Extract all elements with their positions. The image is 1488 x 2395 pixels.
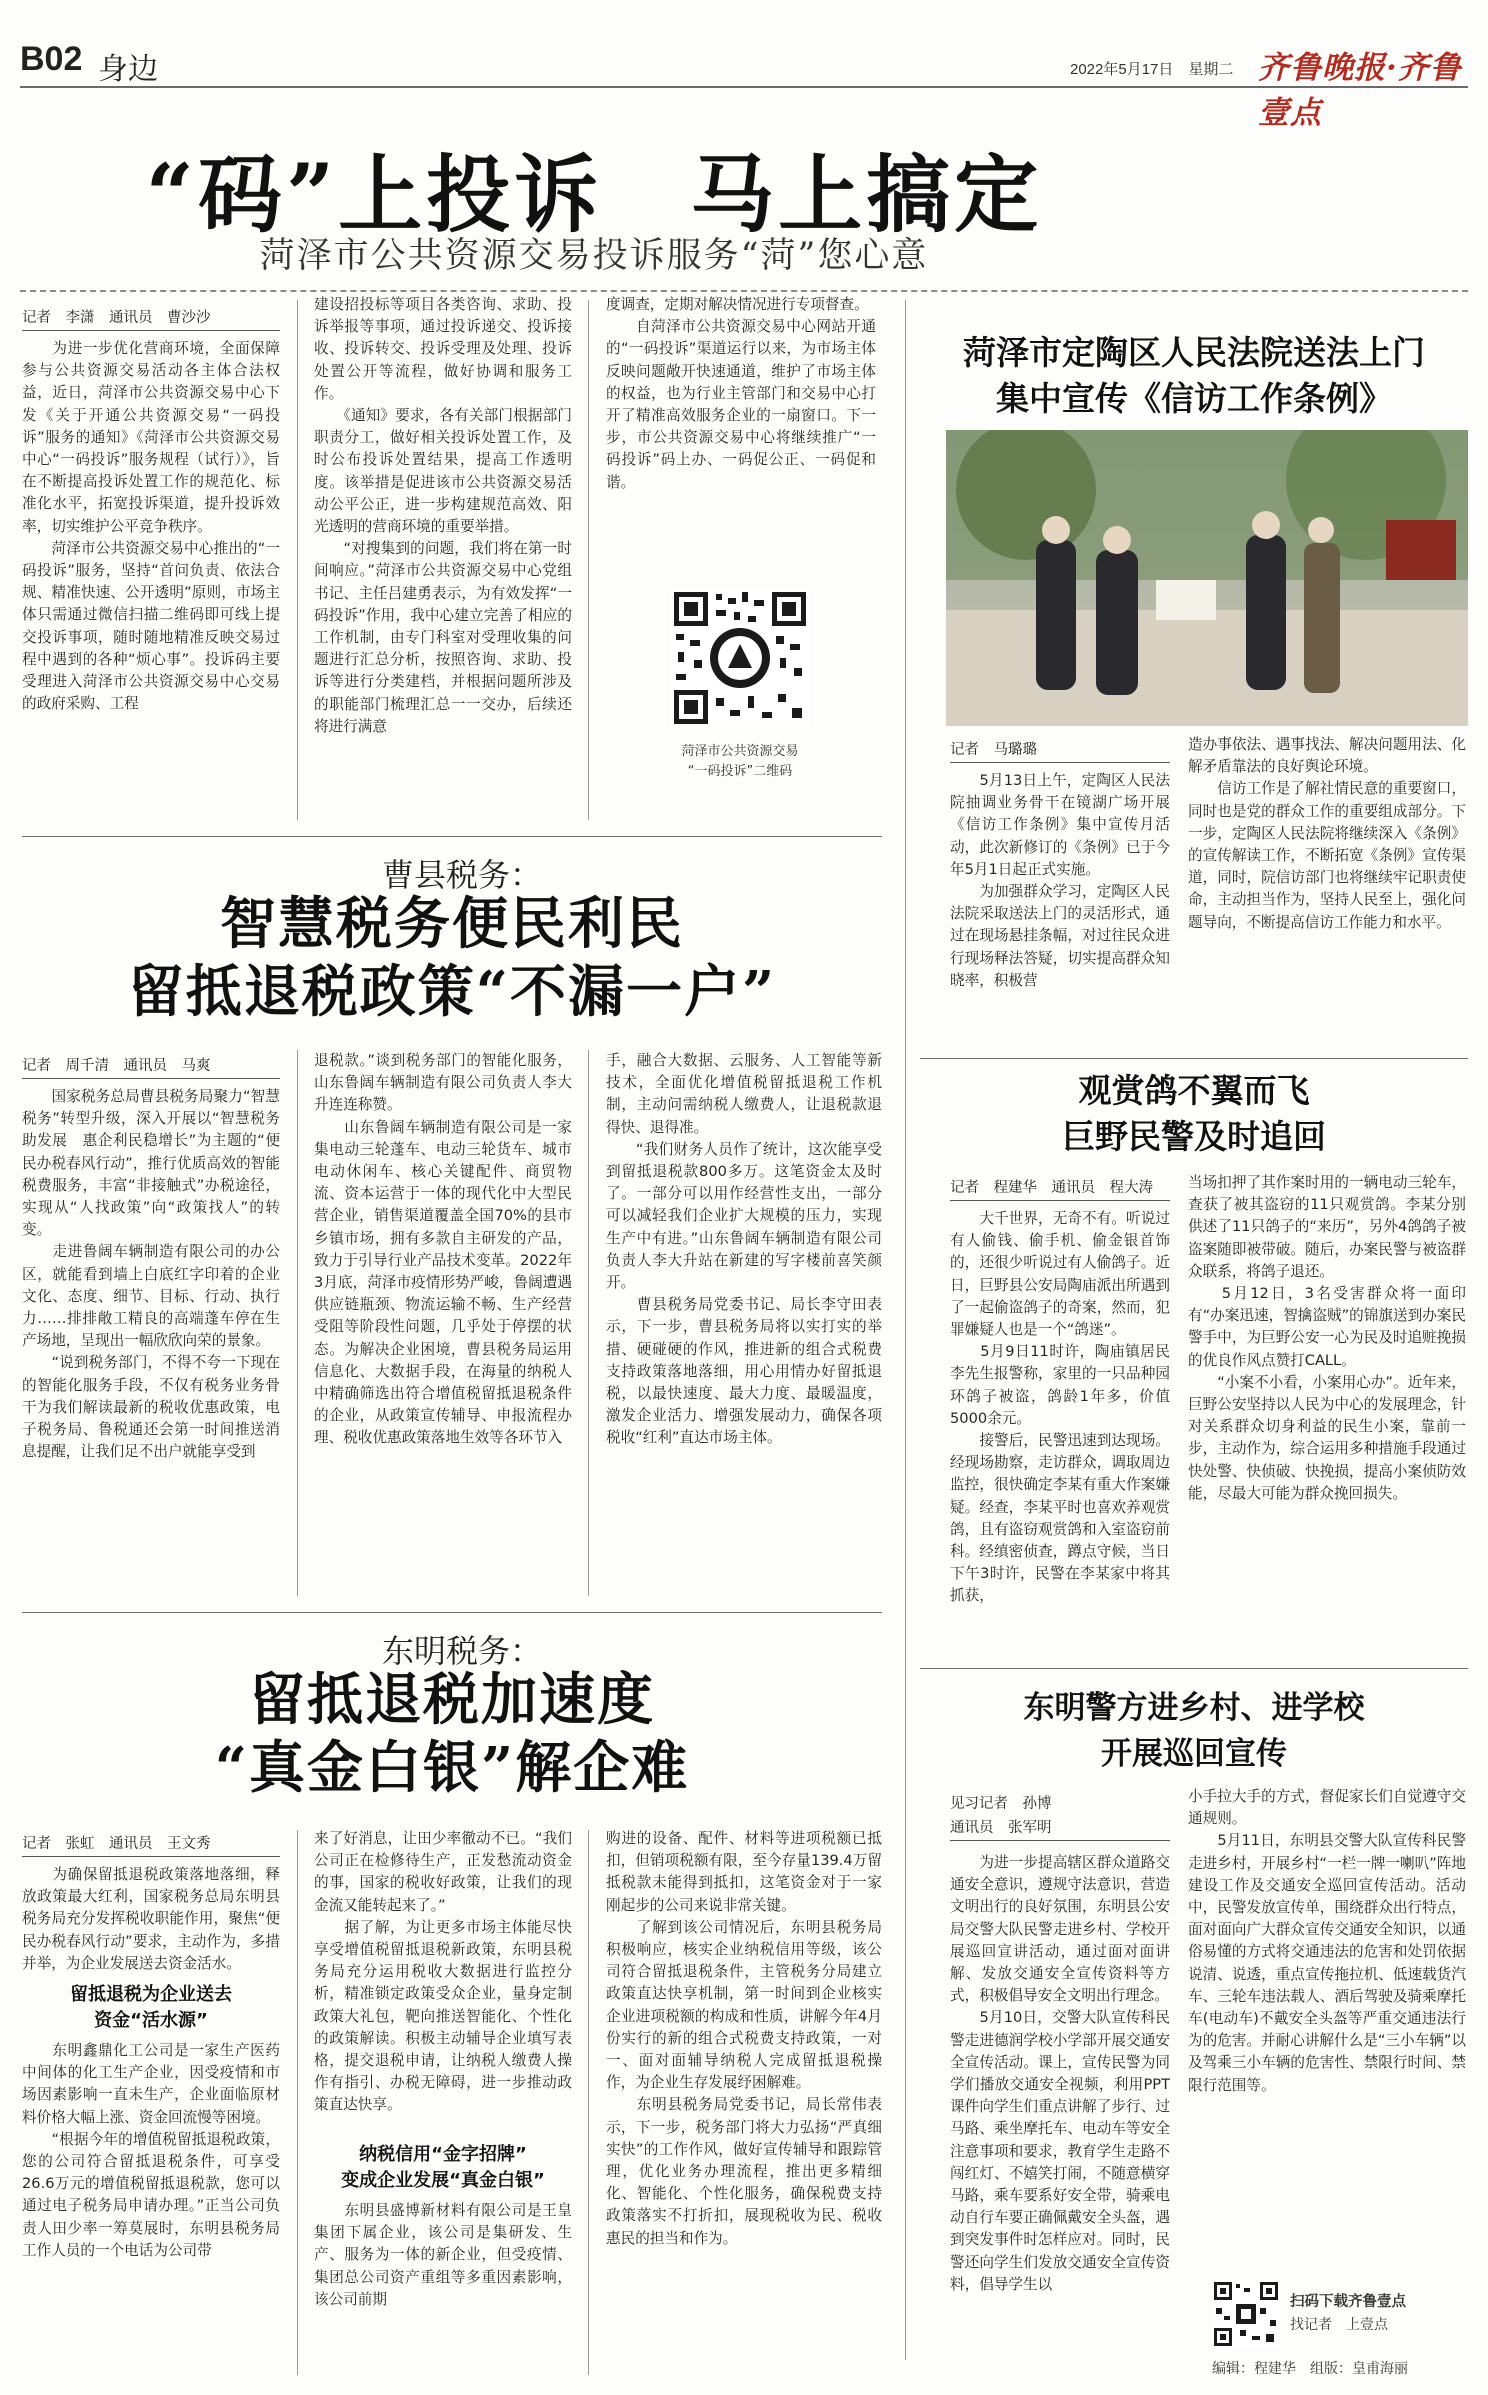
editor-credit: 编辑：程建华 组版：皇甫海丽	[1212, 2361, 1408, 2377]
story3-column-2b: 东明县盛博新材料有限公司是王皇集团下属企业，该公司是集研发、生产、服务为一体的新企业，但受疫情、集团总公司资产重组等多重因素影响，该公司前期	[314, 2202, 572, 2308]
column-rule	[297, 1830, 298, 2375]
story5-title-line1: 观赏鸽不翼而飞	[1078, 1071, 1310, 1110]
qr-code-complaint[interactable]	[670, 588, 810, 728]
story3-subhead1-line2: 资金“活水源”	[94, 2010, 208, 2031]
issue-date: 2022年5月17日 星期二	[1070, 61, 1234, 78]
headline-main-subtitle: 菏泽市公共资源交易投诉服务“菏”您心意	[259, 236, 929, 276]
column-rule	[588, 300, 589, 820]
story2-column-3: 手，融合大数据、云服务、人工智能等新技术，全面优化增值税留抵退税工作机制，主动问需纳税人缴费人，让退税款退得快、退得准。 “我们财务人员作了统计，这次能享受到留抵退税款800多万。这笔资金太及时了。一部分可以用作经营性支出，一部分可以减轻我们企业扩大规模的压力，实现生产中有进。”山东鲁阔车辆制造有限公司负责人李大升站在新建的写字楼前喜笑颜开。 曹县税务局党委书记、局长李守田表示，下一步，曹县税务局将以实打实的举措、硬碰硬的作风，推进新的组合式税费支持政策落地落细，用心用情办好留抵退税，以最快速度、最大力度、最暖温度，激发企业活力、增强发展动力，确保各项税收“红利”直达市场主体。	[606, 1052, 882, 1447]
story2-top-rule	[22, 836, 882, 837]
qr-caption-line1: 菏泽市公共资源交易	[681, 744, 799, 759]
court-officers-photo-icon	[946, 430, 1468, 726]
story2-title-line2: 留抵退税政策“不漏一户”	[127, 959, 777, 1025]
story4-column-1: 5月13日上午，定陶区人民法院抽调业务骨干在镜湖广场开展《信访工作条例》集中宣传月活动，此次新修订的《条例》已于今年5月1日起正式实施。 为加强群众学习，定陶区人民法院采取送法上门的灵活形式，通过在现场悬挂条幅，对过往民众进行现场释法答疑，切实提高群众知晓率，积极营	[950, 772, 1170, 989]
story2-kicker: 曹县税务：	[382, 856, 543, 894]
story3-column-2a: 来了好消息，让田少率徹动不已。“我们公司正在检修待生产，正发愁流动资金的事，国家的税收好政策，让我们的现金流又能转起来了。” 据了解，为让更多市场主体能尽快享受增值税留抵退税新政策，东明县税务局充分运用税收大数据进行监控分析，精准锁定政策受众企业，量身定制政策大礼包，靶向推送智能化、个性化的政策解读。积极主动辅导企业填写表格，提交退税申请，让纳税人缴费人操作有指引、办税无障碍，进一步推动政策直达快享。	[314, 1830, 572, 2114]
story5-top-rule	[920, 1058, 1468, 1059]
story4-title-line2: 集中宣传《信访工作条例》	[996, 379, 1392, 418]
story3-column-1a: 为确保留抵退税政策落地落细，释放政策最大红利，国家税务总局东明县税务局充分发挥税收职能作用，聚焦“便民办税春风行动”要求，主动作为，多措并举，为企业发展送去资金活水。	[22, 1866, 280, 1972]
story1-column-3: 度调查，定期对解决情况进行专项督查。 自菏泽市公共资源交易中心网站开通的“一码投诉”渠道运行以来，为市场主体反映问题敞开快速通道，维护了市场主体的权益，也为行业主管部门和交易中心打开了精准高效服务企业的一扇窗口。下一步，市公共资源交易中心将继续推广“一码投诉”码上办、一码促公正、一码促和谐。	[606, 296, 876, 491]
section-name: 身边	[98, 52, 158, 87]
news-photo-court	[946, 430, 1468, 726]
column-rule	[297, 300, 298, 820]
qr-code-app[interactable]	[1212, 2280, 1280, 2348]
page-number: B02	[20, 40, 83, 78]
story3-byline: 记者 张虹 通讯员 王文秀	[22, 1832, 280, 1857]
story3-kicker: 东明税务：	[382, 1632, 543, 1670]
story1-byline: 记者 李潇 通讯员 曹沙沙	[22, 306, 280, 331]
story3-top-rule	[22, 1612, 882, 1613]
story5-column-1: 大千世界，无奇不有。听说过有人偷钱、偷手机、偷金银首饰的，还很少听说过有人偷鸽子。近日，巨野县公安局陶庙派出所遇到了一起偷盗鸽子的奇案，然而，犯罪嫌疑人也是一个“鸽迷”。 5月9日11时许，陶庙镇居民李先生报警称，家里的一只品种园环鸽子被盗，鸽龄1年多，价值5000余元。 接警后，民警迅速到达现场。经现场勘察，走访群众，调取周边监控，很快确定李某有重大作案嫌疑。经查，李某平时也喜欢养观赏鸽，且有盗窃观赏鸽和入室盗窃前科。经缜密侦查，蹲点守候，当日下午3时许，民警在李某家中将其抓获，	[950, 1210, 1170, 1605]
story6-top-rule	[920, 1668, 1468, 1669]
qr-app-text-2: 找记者 上壹点	[1290, 2317, 1388, 2333]
column-rule	[588, 1050, 589, 1596]
qr-code-icon	[1212, 2280, 1280, 2348]
story5-title-line2: 巨野民警及时追回	[1062, 1117, 1326, 1156]
story6-byline-2: 通讯员 张军明	[950, 1816, 1170, 1841]
qr-caption-line2: “一码投诉”二维码	[687, 764, 793, 779]
story2-column-1: 国家税务总局曹县税务局聚力“智慧税务”转型升级，深入开展以“智慧税务助发展 惠企利民稳增长”为主题的“便民办税春风行动”，推行优质高效的智能税费服务，丰富“非接触式”办税途径，实现从“人找政策”向“政策找人”的转变。 走进鲁阔车辆制造有限公司的办公区，就能看到墙上白底红字印着的企业文化、态度、细节、目标、行动、执行力……排排敞工精良的高端蓬车停在生产场地，呈现出一幅欣欣向荣的景象。 “说到税务部门，不得不夸一下现在的智能化服务手段，不仅有税务业务骨干为我们解读最新的税收优惠政策，电子税务局、鲁税通还会第一时间推送消息提醒，让我们足不出户就能享受到	[22, 1088, 280, 1461]
story5-byline: 记者 程建华 通讯员 程大涛	[950, 1176, 1170, 1201]
headline-main: “码”上投诉 马上搞定	[145, 145, 1043, 244]
story4-column-2: 造办事依法、遇事找法、解决问题用法、化解矛盾靠法的良好舆论环境。 信访工作是了解社情民意的重要窗口，同时也是党的群众工作的重要组成部分。下一步，定陶区人民法院将继续深入《条例》的宣传解读工作，不断拓宽《条例》宣传渠道，同时，院信访部门也将继续牢记职责使命，主动担当作为，坚持人民至上，强化问题导向，不断提高信访工作能力和水平。	[1188, 736, 1466, 931]
newspaper-logo: 齐鲁晚报·齐鲁壹点	[1258, 50, 1462, 131]
story2-title-line1: 智慧税务便民利民	[220, 891, 684, 957]
story3-subhead2: 纳税信用“金字招牌”	[359, 2144, 527, 2165]
story3-title-line1: 留抵退税加速度	[249, 1667, 655, 1733]
story1-column-2: 建设招投标等项目各类咨询、求助、投诉举报等事项，通过投诉递交、投诉接收、投诉转交、投诉受理及处理、投诉处置公开等流程，做好协调和服务工作。 《通知》要求，各有关部门根据部门职责分工，做好相关投诉处置工作，及时公布投诉处置结果，提高工作透明度。该举措是促进该市公共资源交易活动公平公正，进一步构建规范高效、阳光透明的营商环境的重要举措。 “对搜集到的问题，我们将在第一时间响应。”菏泽市公共资源交易中心党组书记、主任吕建勇表示，为有效发挥“一码投诉”作用，我中心建立完善了相应的工作机制，由专门科室对受理收集的问题进行汇总分析，按照咨询、求助、投诉等进行分类建档，并根据问题所涉及的职能部门梳理汇总一一交办，后续还将进行满意	[314, 296, 572, 735]
story6-column-2: 小手拉大手的方式，督促家长们自觉遵守交通规则。 5月11日，东明县交警大队宣传科民警走进乡村，开展乡村“一栏一牌一喇叭”阵地建设工作及交通安全巡回宣传活动。活动中，民警发放宣传单，围绕群众出行特点，面对面向广大群众宣传交通安全知识，以通俗易懂的方式将交通违法的危害和处罚依据说清、说透，重点宣传拖拉机、低速载货汽车、三轮车违法载人、酒后驾驶及骑乘摩托车(电动车)不戴安全头盔等严重交通违法行为的危害。并耐心讲解什么是“三小车辆”以及驾乘三小车辆的危害性、禁限行时间、禁限行范围等。	[1188, 1788, 1466, 2094]
qr-code-icon	[670, 588, 810, 728]
header-bar	[20, 40, 1468, 88]
story3-column-1b: 东明鑫鼎化工公司是一家生产医药中间体的化工生产企业，因受疫情和市场因素影响一直未生产，企业面临原材料价格大幅上涨、资金回流慢等困境。 “根据今年的增值税留抵退税政策，您的公司符合留抵退税条件，可享受26.6万元的增值税留抵退税款，您可以通过电子税务局申请办理。”正当公司负责人田少率一筹莫展时，东明县税务局工作人员的一个电话为公司带	[22, 2042, 280, 2259]
headline-divider	[20, 290, 1468, 292]
story6-title-line2: 开展巡回宣传	[1101, 1736, 1287, 1772]
story3-column-3: 购进的设备、配件、材料等进项税额已抵扣，但销项税额有限，至今存量139.4万留抵税款未能得到抵扣，这笔资金对于一家刚起步的公司来说非常关键。 了解到该公司情况后，东明县税务局积极响应，核实企业纳税信用等级，该公司符合留抵退税条件，主管税务分局建立政策直达快享机制，第一时间到企业核实企业进项税额的构成和性质，讲解今年4月份实行的新的组合式税费支持政策，一对一、面对面辅导纳税人完成留抵退税操作，为企业生存发展纾困解难。 东明县税务局党委书记，局长常伟表示，下一步，税务部门将大力弘扬“严真细实快”的工作作风，做好宣传辅导和跟踪管理，优化业务办理流程，推出更多精细化、智能化、个性化服务，确保税费支持政策落实不打折扣，展现税收为民、税收惠民的担当和作为。	[606, 1830, 882, 2247]
story2-column-2: 退税款。”谈到税务部门的智能化服务，山东鲁阔车辆制造有限公司负责人李大升连连称赞。 山东鲁阔车辆制造有限公司是一家集电动三轮蓬车、电动三轮货车、城市电动休闲车、核心关键配件、商贸物流、资本运营于一体的现代化中大型民营企业，销售渠道覆盖全国70%的县市乡镇市场，拥有多款自主研发的产品，致力于引导行业产品技术变革。2022年3月底，菏泽市疫情形势严峻，鲁阔遭遇供应链瓶颈、物流运输不畅、生产经营受阻等阶段性问题，几乎处于停摆的状态。为解决企业困境，曹县税务局运用信息化、大数据手段，在海量的纳税人中精确筛选出符合增值税留抵退税条件的企业，从政策宣传辅导、申报流程办理、税收优惠政策落地生效等各环节入	[314, 1052, 572, 1447]
qr-app-text-1: 扫码下载齐鲁壹点	[1290, 2294, 1406, 2310]
story1-column-1: 为进一步优化营商环境，全面保障参与公共资源交易活动各主体合法权益，近日，菏泽市公共资源交易中心下发《关于开通公共资源交易“一码投诉”服务的通知》《菏泽市公共资源交易中心“一码投诉”服务规程（试行）》，旨在不断提高投诉处置工作的规范化、标准化水平，拓宽投诉渠道，提升投诉效率，切实维护公平竞争秩序。 菏泽市公共资源交易中心推出的“一码投诉”服务，坚持“首问负责、依法合规、精准快速、公开透明”原则，市场主体只需通过微信扫描二维码即可线上提交投诉事项，随时随地精准反映交易过程中遇到的各种“烦心事”。投诉码主要受理进入菏泽市公共资源交易中心交易的政府采购、工程	[22, 340, 280, 713]
story6-title-line1: 东明警方进乡村、进学校	[1023, 1690, 1365, 1726]
story2-byline: 记者 周千清 通讯员 马爽	[22, 1054, 280, 1079]
story3-subhead1: 留抵退税为企业送去	[70, 1984, 232, 2005]
column-rule	[297, 1050, 298, 1596]
column-rule	[588, 1830, 589, 2375]
story6-byline-1: 见习记者 孙博	[950, 1796, 1052, 1812]
story5-column-2: 当场扣押了其作案时用的一辆电动三轮车，查获了被其盗窃的11只观赏鸽。李某分别供述了11只鸽子的“来历”，另外4鸽鸽子被盗案随即被带破。随后，办案民警与被盗群众联系，将鸽子退还。 5月12日，3名受害群众将一面印有“办案迅速，智擒盗贼”的锦旗送到办案民警手中，为巨野公安一心为民及时追赃挽损的优良作风点赞打CALL。 “小案不小看，小案用心办”。近年来，巨野公安坚持以人民为中心的发展理念，针对关系群众切身利益的民生小案，靠前一步，主动作为，综合运用多种措施手段通过快处警、快侦破、快挽损，提高小案侦防效能，尽最大可能为群众挽回损失。	[1188, 1174, 1466, 1502]
story4-title-line1: 菏泽市定陶区人民法院送法上门	[963, 333, 1425, 372]
story4-byline: 记者 马璐璐	[950, 738, 1170, 763]
story3-subhead2-line2: 变成企业发展“真金白银”	[341, 2170, 545, 2191]
right-column-rule	[905, 300, 906, 2360]
story6-column-1: 为进一步提高辖区群众道路交通安全意识，遵规守法意识，营造文明出行的良好氛围，东明县公安局交警大队民警走进乡村、学校开展巡回宣讲活动，通过面对面讲解、发放交通安全宣传资料等方式，积极倡导安全文明出行理念。 5月10日，交警大队宣传科民警走进德润学校小学部开展交通安全宣传活动。课上，宣传民警为同学们播放交通安全视频，利用PPT课件向学生们重点讲解了步行、过马路、乘坐摩托车、电动车等安全注意事项和要求，教育学生走路不闯红灯、不嬉笑打闹，不随意横穿马路，乘车要系好安全带，骑乘电动自行车要正确佩戴安全头盔，遇到突发事件时怎样应对。同时，民警还向学生们发放交通安全宣传资料，倡导学生以	[950, 1854, 1170, 2293]
story3-title-line2: “真金白银”解企难	[214, 1735, 690, 1801]
